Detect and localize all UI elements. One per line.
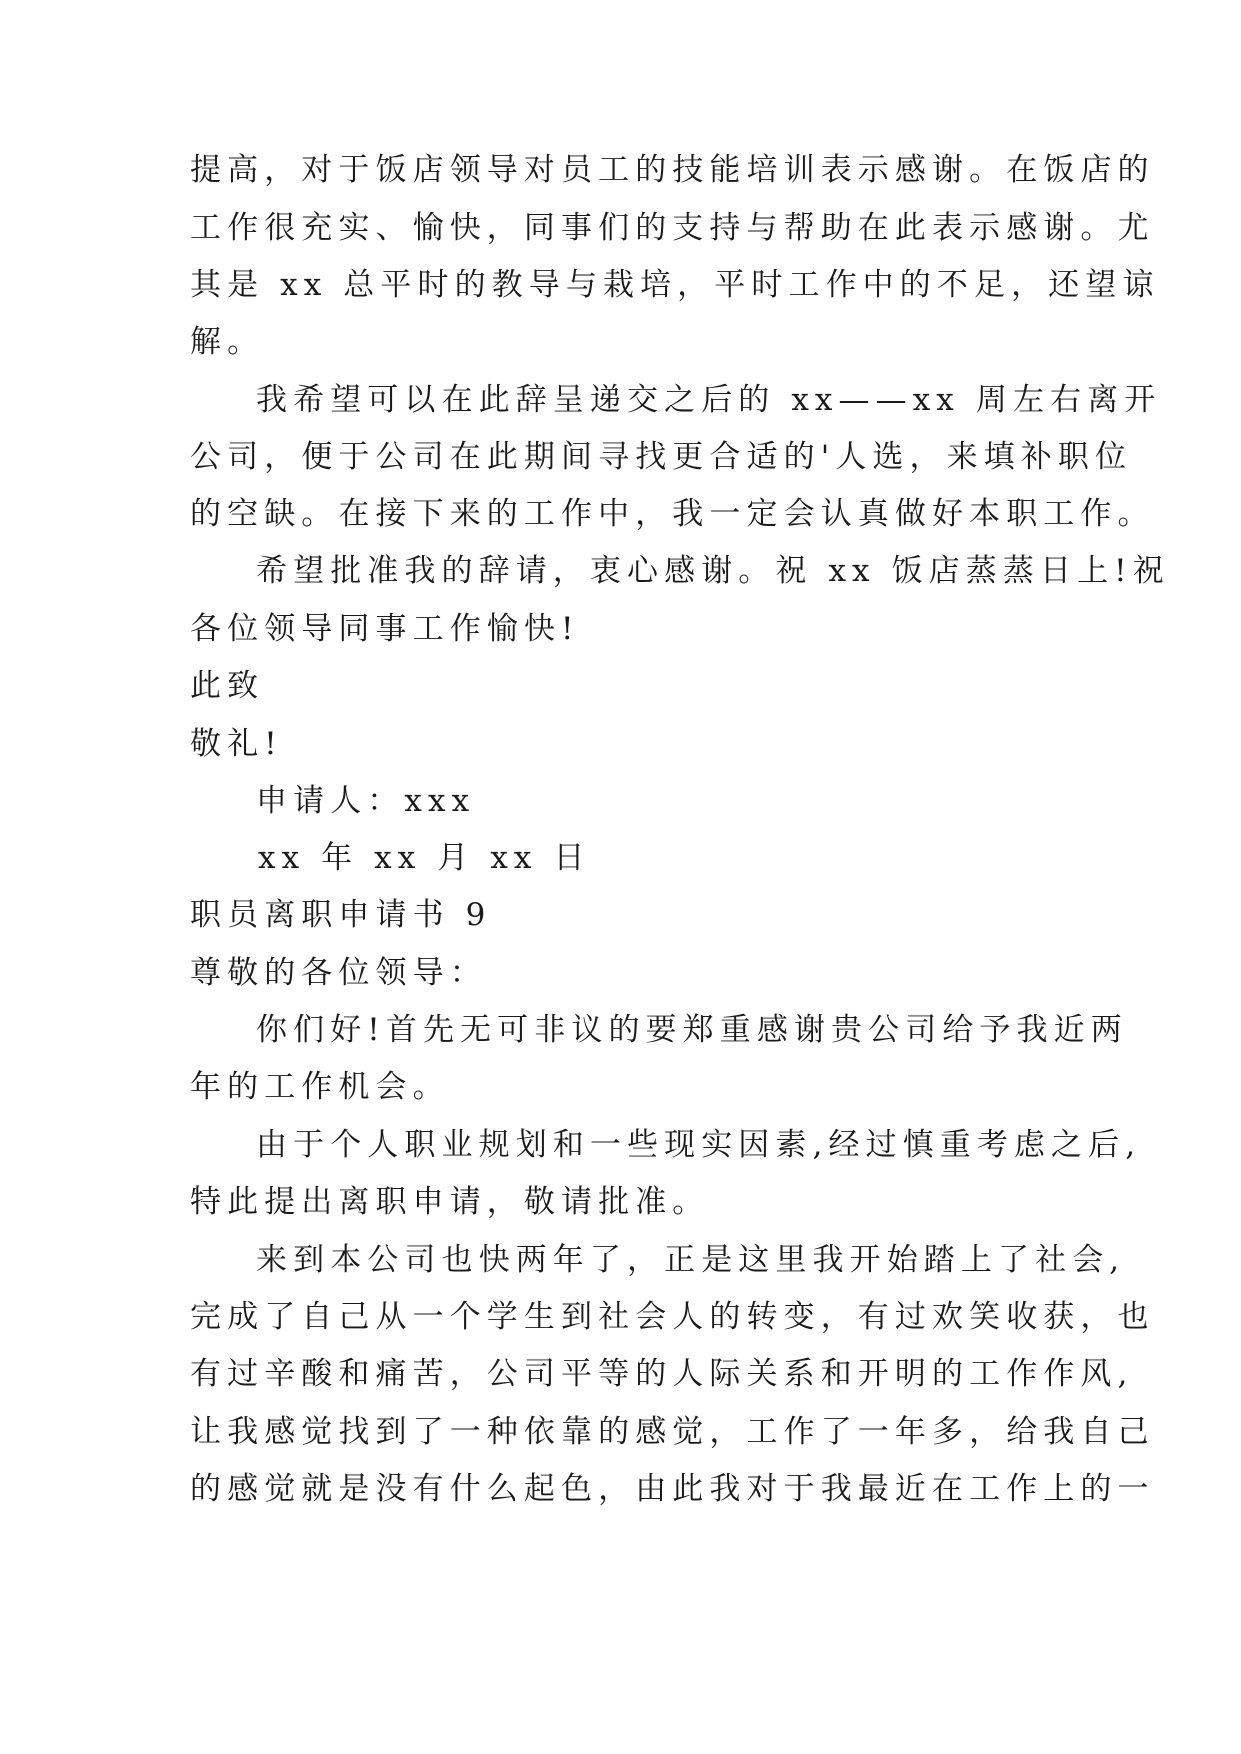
paragraph-line: 由于个人职业规划和一些现实因素,经过慎重考虑之后,: [256, 1127, 1142, 1163]
paragraph-line: 希望批准我的辞请，衷心感谢。祝 xx 饭店蒸蒸日上!祝: [256, 553, 1170, 589]
paragraph-line: 各位领导同事工作愉快!: [190, 611, 580, 647]
closing-line: 此致: [190, 668, 265, 704]
section-title: 职员离职申请书 9: [190, 897, 492, 933]
paragraph-line: 你们好!首先无可非议的要郑重感谢贵公司给予我近两: [256, 1012, 1128, 1048]
greeting-line: 尊敬的各位领导：: [190, 955, 487, 991]
paragraph-line: 特此提出离职申请，敬请批准。: [190, 1184, 710, 1220]
paragraph-line: 我希望可以在此辞呈递交之后的 xx——xx 周左右离开: [256, 382, 1162, 418]
paragraph-line: 解。: [190, 324, 265, 360]
applicant-line: 申请人：xxx: [256, 783, 476, 819]
paragraph-line: 来到本公司也快两年了，正是这里我开始踏上了社会,: [256, 1242, 1126, 1278]
paragraph-line: 公司，便于公司在此期间寻找更合适的'人选，来填补职位: [190, 439, 1133, 475]
paragraph-line: 有过辛酸和痛苦，公司平等的人际关系和开明的工作作风,: [190, 1356, 1134, 1392]
paragraph-line: 其是 xx 总平时的教导与栽培，平时工作中的不足，还望谅: [190, 267, 1160, 303]
closing-salutation: 敬礼!: [190, 726, 283, 762]
date-line: xx 年 xx 月 xx 日: [258, 840, 591, 876]
paragraph-line: 的感觉就是没有什么起色，由此我对于我最近在工作上的一: [190, 1471, 1155, 1507]
paragraph-line: 工作很充实、愉快，同事们的支持与帮助在此表示感谢。尤: [190, 210, 1155, 246]
paragraph-line: 年的工作机会。: [190, 1069, 450, 1105]
paragraph-line: 让我感觉找到了一种依靠的感觉，工作了一年多，给我自己: [190, 1414, 1155, 1450]
paragraph-line: 的空缺。在接下来的工作中，我一定会认真做好本职工作。: [190, 496, 1155, 532]
paragraph-line: 完成了自己从一个学生到社会人的转变，有过欢笑收获，也: [190, 1299, 1155, 1335]
paragraph-line: 提高，对于饭店领导对员工的技能培训表示感谢。在饭店的: [190, 152, 1155, 188]
